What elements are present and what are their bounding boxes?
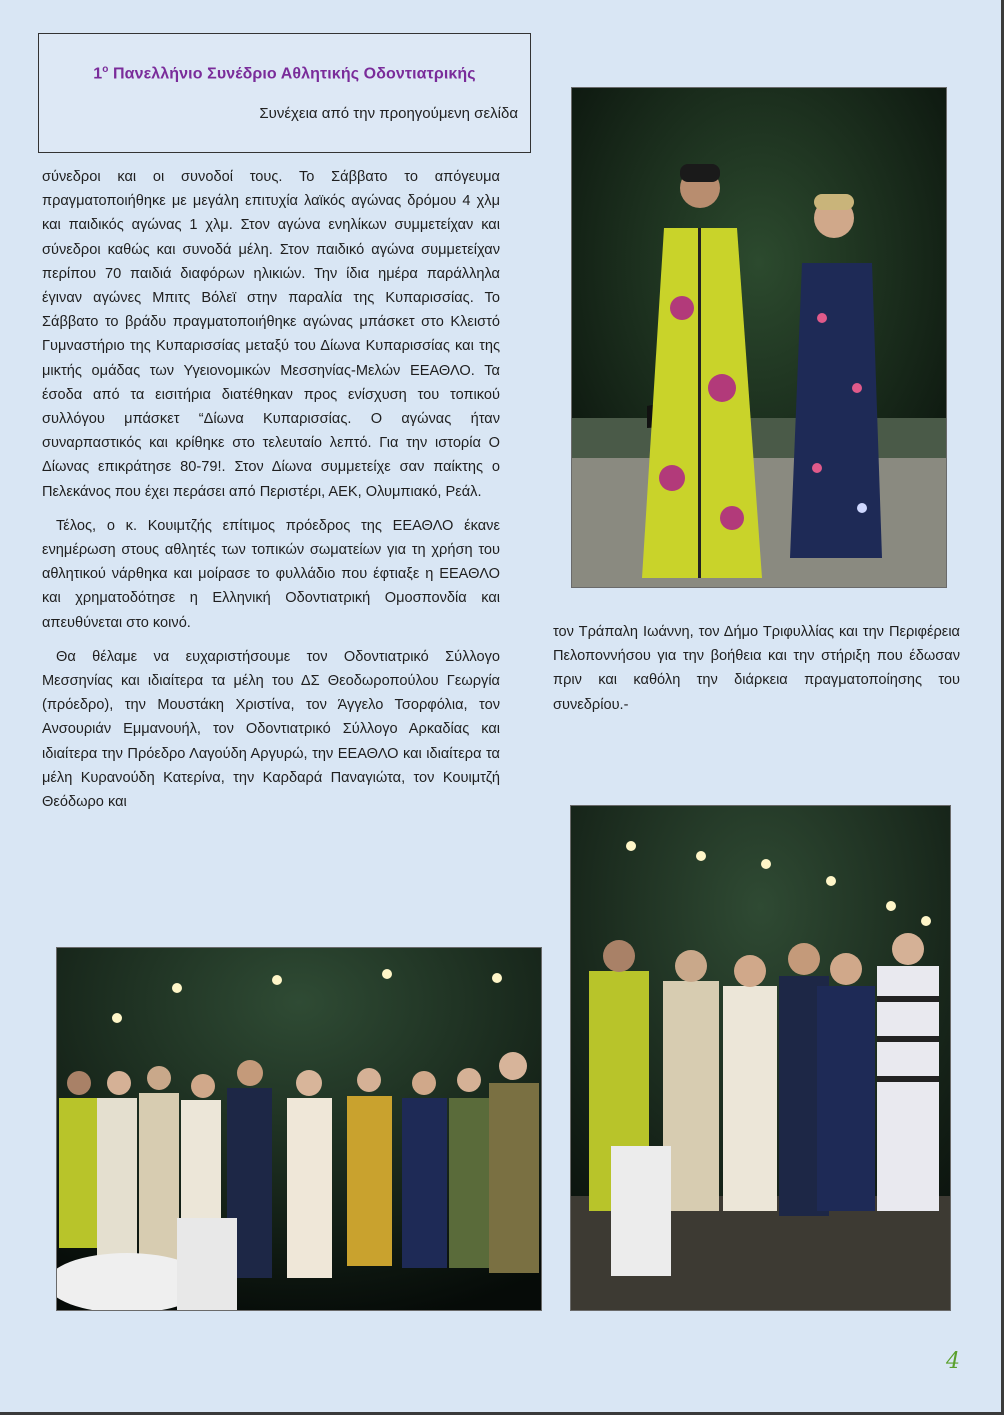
article-paragraph-3-continued: τον Τράπαλη Ιωάννη, τον Δήμο Τριφυλλίας και την Περιφέρεια Πελοποννήσου για την βοήθεια και την στήριξη που έδωσαν πριν και καθόλη την διάρκεια πραγματοποίησης του συνεδρίου.- xyxy=(553,624,960,713)
photo-group-right xyxy=(570,805,951,1311)
article-paragraph-2: Τέλος, ο κ. Κουιμτζής επίτιμος πρόεδρος της ΕΕΑΘΛΟ έκανε ενημέρωση στους αθλητές των τοπικών σωματείων για τη χρήση του αθλητικού νάρθηκα και μοίρασε το φυλλάδιο που έφτιαξε η ΕΕΑΘΛΟ και χρηματοδότησε η Ελληνική Οδοντιατρική Ομοσπονδία και απευθύνεται στο κοινό. xyxy=(42,517,500,631)
article-right-column xyxy=(553,620,960,727)
continuation-note: Συνέχεια από την προηγούμενη σελίδα xyxy=(259,105,518,122)
page-number: 4 xyxy=(946,1349,960,1374)
page-title: $1^o$ Πανελλήνιο Συνέδριο Αθλητικής Οδοντιατρικής xyxy=(93,64,476,83)
photo-speakers-at-lectern xyxy=(571,87,947,588)
header-box xyxy=(38,33,531,153)
article-left-column xyxy=(42,165,500,824)
photo-group-left xyxy=(56,947,542,1311)
article-paragraph-3: Θα θέλαμε να ευχαριστήσουμε τον Οδοντιατρικό Σύλλογο Μεσσηνίας και ιδιαίτερα τα μέλη του ΔΣ Θεοδωροπούλου Γεωργία (πρόεδρο), την Μουστάκη Χριστίνα, τον Άγγελο Τσορφόλια, τον Ανσουριάν Εμμανουήλ, τον Οδοντιατρικό Σύλλογο Αρκαδίας και ιδιαίτερα την Πρόεδρο Λαγούδη Αργυρώ, την ΕΕΑΘΛΟ και ιδιαίτερα τα μέλη Κυρανούδη Κατερίνα, την Καρδαρά Παναγιώτα, τον Κουιμτζή Θεόδωρο και xyxy=(42,648,500,811)
article-paragraph-1: σύνεδροι και οι συνοδοί τους. Το Σάββατο το απόγευμα πραγματοποιήθηκε με μεγάλη επιτυχία λαϊκός αγώνας δρόμου 4 χλμ και παιδικός αγώνας 1 χλμ. Στον αγώνα ενηλίκων συμμετείχαν και σύνεδροι καθώς και συνοδά μέλη. Στον παιδικό αγώνα συμμετείχαν περίπου 70 παιδιά διαφόρων ηλικιών. Την ίδια ημέρα παράλληλα έγιναν αγώνες Μπιτς Βόλεϊ στην παραλία της Κυπαρισσίας. Το Σάββατο το βράδυ πραγματοποιήθηκε αγώνας μπάσκετ στο Κλειστό Γυμναστήριο της Κυπαρισσίας μεταξύ του Δίωνα Κυπαρισσίας και της μικτής ομάδας των Υγειονομικών Μεσσηνίας-Μελών ΕΕΑΘΛΟ. Τα έσοδα από τα εισιτήρια διατέθηκαν προς ενίσχυση του τοπικού συλλόγου μπάσκετ “Δίωνα Κυπαρισσίας. Ο αγώνας ήταν συναρπαστικός και κρίθηκε στο τελευταίο λεπτό. Για την ιστορία Ο Δίωνας επικράτησε 80-79!. Στον Δίωνα συμμετείχε σαν παίκτης ο Πελεκάνος που έχει περάσει από Περιστέρι, ΑΕΚ, Ολυμπιακό, Ρεάλ. xyxy=(42,169,500,500)
